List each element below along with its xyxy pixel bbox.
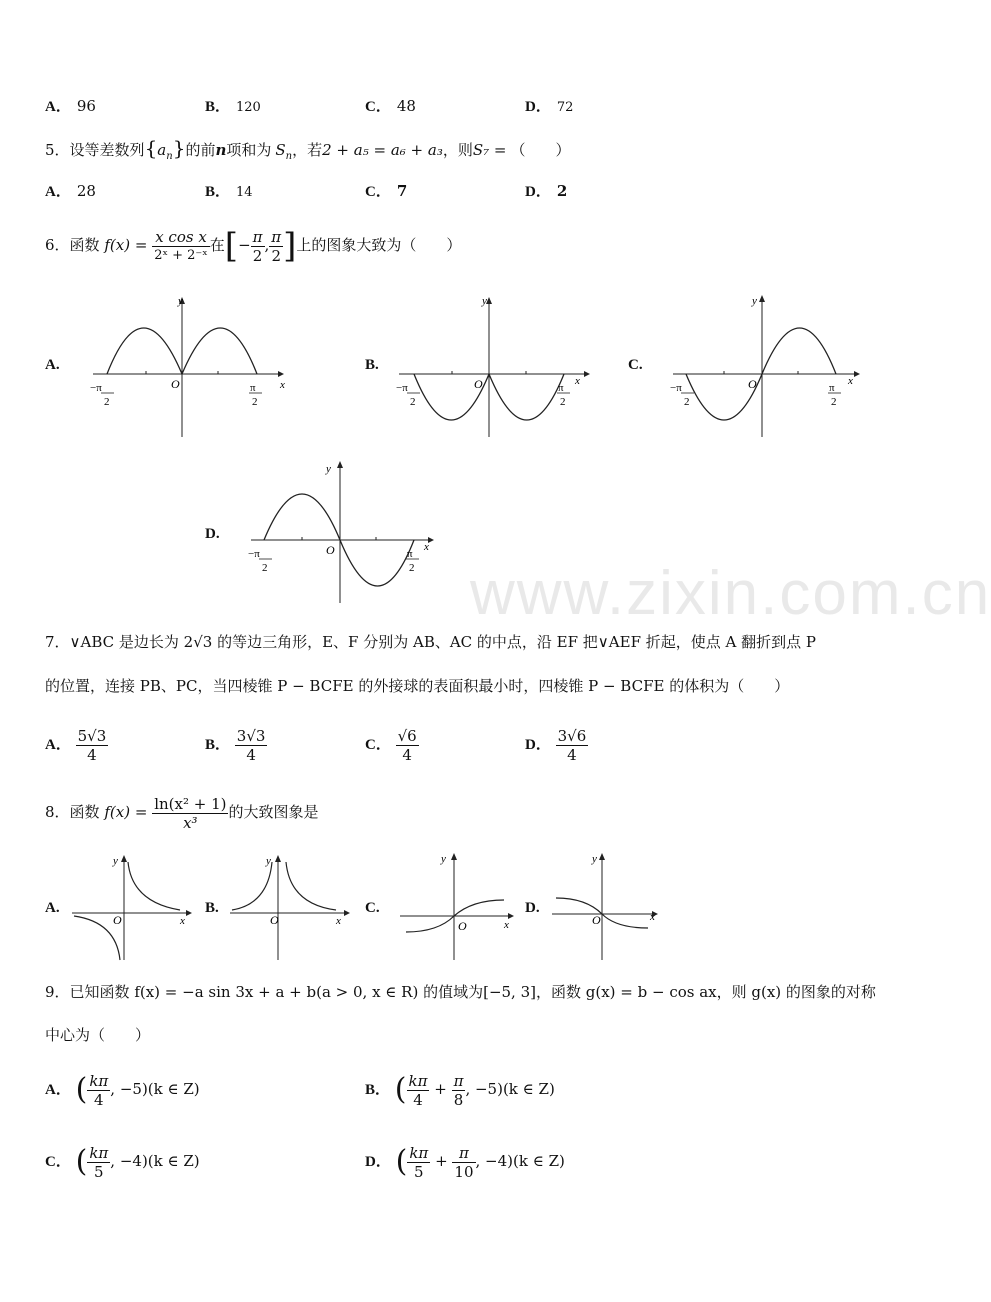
neg-pi-label: −π xyxy=(90,382,102,394)
neg-pi-label: −π xyxy=(670,382,682,394)
option-label: B． xyxy=(205,184,231,200)
question-9-line-2: 中心为（ ） xyxy=(45,1026,151,1044)
question-8-stem xyxy=(45,788,319,836)
stem-text: ，则 xyxy=(442,141,473,159)
x-label: x xyxy=(336,915,341,927)
x-label: x xyxy=(848,375,853,387)
q9-option-d: D． ( $\frac{k\pi}{5}$ + $\frac{\pi}{10}$ , −4)(k ∈ Z) xyxy=(365,1143,565,1181)
tick-den: 2 xyxy=(560,396,566,408)
fraction-numerator: ln(x² + 1) xyxy=(154,794,227,813)
q8-graph-d xyxy=(550,848,665,963)
fraction-numerator: kπ xyxy=(89,1143,109,1162)
q5-option-c xyxy=(365,181,407,202)
tick-den: 2 xyxy=(262,562,268,574)
fraction-denominator: 10 xyxy=(454,1162,474,1181)
option-tail: , −4)(k ∈ Z) xyxy=(475,1152,565,1170)
q7-option-d xyxy=(525,722,588,766)
fraction-numerator: kπ xyxy=(409,1143,429,1162)
q6-graph-b xyxy=(394,292,594,442)
origin-label: O xyxy=(171,377,180,391)
curve-right xyxy=(286,862,336,910)
tick-den: 2 xyxy=(410,396,416,408)
x-label: x xyxy=(424,541,429,553)
pos-pi-label: π xyxy=(407,548,413,560)
option-fraction-2 xyxy=(452,1144,475,1181)
y-label: y xyxy=(752,295,757,307)
curve-left xyxy=(232,862,272,910)
option-label: C． xyxy=(45,1154,71,1170)
answer-paren: （ ） xyxy=(510,141,571,159)
fraction-numerator: kπ xyxy=(89,1071,109,1090)
stem-text: 的前 xyxy=(185,141,216,159)
origin-label: O xyxy=(592,913,601,927)
q8-option-b-label: B. xyxy=(205,900,219,916)
question-9-line-1 xyxy=(45,982,876,1002)
fraction-numerator: x cos x xyxy=(152,228,210,247)
option-label: D． xyxy=(365,1154,391,1170)
stem-text: 在 xyxy=(209,236,225,254)
fraction-denominator: x³ xyxy=(183,813,198,832)
x-label: x xyxy=(575,375,580,387)
sum-symbol: S xyxy=(275,141,286,159)
option-label: C． xyxy=(365,99,391,115)
interval-minus: − xyxy=(238,236,251,254)
option-label: C． xyxy=(365,737,391,753)
pos-pi-label: π xyxy=(558,382,564,394)
y-label: y xyxy=(482,295,487,307)
q4-option-c xyxy=(365,96,416,117)
q6-option-b-label: B. xyxy=(365,357,379,373)
question-number: 7． xyxy=(45,633,70,651)
origin-label: O xyxy=(458,919,467,933)
option-value: 120 xyxy=(236,100,261,115)
stem-text: 的大致图象是 xyxy=(228,803,319,821)
q9-option-a: A． ( $\frac{k\pi}{4}$ , −5)(k ∈ Z) xyxy=(45,1071,200,1109)
q4-option-a xyxy=(45,96,96,117)
stem-text: 函数 xyxy=(69,803,100,821)
fraction-denominator: 5 xyxy=(414,1162,424,1181)
fraction-denominator: 4 xyxy=(567,745,577,764)
origin-label: O xyxy=(326,543,335,557)
option-fraction-2 xyxy=(452,1072,466,1109)
y-label: y xyxy=(178,295,183,307)
question-number: 5． xyxy=(45,141,70,159)
y-label: y xyxy=(326,463,331,475)
fraction-denominator: 2ˣ + 2⁻ˣ xyxy=(154,247,208,263)
pos-pi-label: π xyxy=(829,382,835,394)
option-value: 7 xyxy=(396,182,408,200)
stem-text: 已知函数 f(x) = −a sin 3x + a + b(a > 0, x ∈ R) 的值域为[−5, 3]，函数 g(x) = b − cos ax，则 g(x) 的图象的对称 xyxy=(69,983,876,1001)
interval-left-fraction xyxy=(251,228,265,265)
origin-label: O xyxy=(748,377,757,391)
q5-option-b xyxy=(205,181,253,203)
function-name: f(x) = xyxy=(104,803,148,821)
fraction-numerator: 3√6 xyxy=(557,726,587,745)
option-label: A． xyxy=(45,99,71,115)
option-label: A． xyxy=(45,1082,71,1098)
tick-den: 2 xyxy=(831,396,837,408)
y-label: y xyxy=(592,853,597,865)
stem-text: 函数 xyxy=(69,236,100,254)
option-value: 14 xyxy=(236,185,253,200)
tick-den: 2 xyxy=(684,396,690,408)
fraction-denominator: 4 xyxy=(413,1090,423,1109)
question-5-stem: 5．设等差数列$\{a_n\}$的前n项和为 $S_n$，若2 + a₅ = a₆ + a₃，则S₇ = （ ） xyxy=(45,136,571,162)
sum-subscript: n xyxy=(285,151,293,162)
x-label: x xyxy=(650,911,655,923)
option-label: B． xyxy=(205,737,231,753)
stem-text: 设等差数列 xyxy=(69,141,145,159)
q5-option-a xyxy=(45,181,96,202)
fraction-denominator: 4 xyxy=(246,745,256,764)
stem-text: 上的图象大致为（ ） xyxy=(296,236,462,254)
option-label: B． xyxy=(205,99,231,115)
fraction-numerator: π xyxy=(452,1144,475,1163)
sequence-symbol: a xyxy=(157,141,167,159)
option-fraction xyxy=(76,727,109,764)
fraction-denominator: 5 xyxy=(94,1162,104,1181)
neg-pi-label: −π xyxy=(248,548,260,560)
watermark: www.zixin.com.cn xyxy=(470,559,991,628)
function-name: f(x) = xyxy=(104,236,148,254)
question-number: 8． xyxy=(45,803,70,821)
fraction-numerator: √6 xyxy=(397,726,417,745)
question-6-stem: 6．函数 f(x) = $\frac{\text{x cos x}}{\text{2ˣ + 2⁻ˣ}}$ 在[− $\frac{\pi}{2}$ , $\frac{\pi}{2}$ ]上的图象大致为（ ） xyxy=(45,226,462,266)
option-label: D． xyxy=(525,99,551,115)
q7-option-b xyxy=(205,722,267,766)
n-symbol: n xyxy=(215,141,227,159)
option-value: 28 xyxy=(76,182,96,200)
q6-option-c-label: C. xyxy=(628,357,643,373)
tick-den: 2 xyxy=(252,396,258,408)
option-value: 2 xyxy=(556,182,568,200)
fraction-denominator: 2 xyxy=(271,246,281,265)
q9-option-c: C． ( $\frac{k\pi}{5}$ , −4)(k ∈ Z) xyxy=(45,1143,200,1181)
q8-option-d-label: D. xyxy=(525,900,540,916)
stem-text: ，若 xyxy=(292,141,323,159)
q8-option-a-label: A. xyxy=(45,900,60,916)
fraction-numerator: π xyxy=(453,1071,464,1090)
q7-option-c xyxy=(365,722,419,766)
function-fraction xyxy=(152,228,210,265)
q9-option-b: B． ( $\frac{k\pi}{4}$ + $\frac{\pi}{8}$ , −5)(k ∈ Z) xyxy=(365,1071,555,1109)
neg-pi-label: −π xyxy=(396,382,408,394)
q6-option-d-label: D. xyxy=(205,526,220,542)
origin-label: O xyxy=(270,913,279,927)
fraction-numerator: 5√3 xyxy=(77,726,107,745)
x-label: x xyxy=(180,915,185,927)
q5-option-d xyxy=(525,181,567,202)
q4-option-b xyxy=(205,96,261,118)
q6-graph-c xyxy=(668,292,868,442)
fraction-denominator: 8 xyxy=(453,1090,464,1109)
option-label: B． xyxy=(365,1082,391,1098)
option-fraction xyxy=(407,1072,430,1109)
option-value: 72 xyxy=(556,100,574,115)
option-label: D． xyxy=(525,184,551,200)
fraction-denominator: 4 xyxy=(94,1090,104,1109)
question-number: 9． xyxy=(45,983,70,1001)
option-label: C． xyxy=(365,184,391,200)
pi-symbol: π xyxy=(271,227,282,246)
pos-pi-label: π xyxy=(250,382,256,394)
q8-graph-b xyxy=(228,852,353,962)
q4-option-d xyxy=(525,96,573,118)
question-7-line-1 xyxy=(45,632,816,652)
function-fraction xyxy=(152,795,228,832)
curve-right xyxy=(128,862,180,910)
q6-graph-a xyxy=(88,292,288,442)
q8-graph-a xyxy=(70,852,195,962)
question-number: 6． xyxy=(45,236,70,254)
x-label: x xyxy=(280,379,285,391)
interval-right-fraction xyxy=(269,228,283,265)
option-value: 96 xyxy=(76,97,96,115)
y-label: y xyxy=(266,855,271,867)
q7-option-a xyxy=(45,722,108,766)
option-fraction xyxy=(407,1144,430,1181)
option-tail: , −4)(k ∈ Z) xyxy=(110,1152,200,1170)
pi-symbol: π xyxy=(252,227,263,246)
q6-option-a-label: A. xyxy=(45,357,60,373)
fraction-denominator: 4 xyxy=(402,745,412,764)
y-label: y xyxy=(113,855,118,867)
origin-label: O xyxy=(474,377,483,391)
q8-graph-c xyxy=(398,848,523,963)
q8-option-c-label: C. xyxy=(365,900,380,916)
stem-text: 项和为 xyxy=(226,141,272,159)
option-value: 48 xyxy=(396,97,416,115)
tick-den: 2 xyxy=(409,562,415,574)
tick-den: 2 xyxy=(104,396,110,408)
option-label: A． xyxy=(45,737,71,753)
equation: 2 + a₅ = a₆ + a₃ xyxy=(322,141,443,159)
question-7-line-2: 的位置，连接 PB、PC，当四棱锥 P − BCFE 的外接球的表面积最小时，四棱锥 P − BCFE 的体积为（ ） xyxy=(45,677,790,695)
x-label: x xyxy=(504,919,509,931)
fraction-denominator: 4 xyxy=(87,745,97,764)
fraction-denominator: 2 xyxy=(252,246,263,265)
option-label: A． xyxy=(45,184,71,200)
q6-graph-d xyxy=(246,458,446,608)
option-label: D． xyxy=(525,737,551,753)
y-label: y xyxy=(441,853,446,865)
option-tail: , −5)(k ∈ Z) xyxy=(110,1080,200,1098)
option-fraction xyxy=(87,1072,110,1109)
stem-text: ∨ABC 是边长为 2√3 的等边三角形，E、F 分别为 AB、AC 的中点，沿 EF 把∨AEF 折起，使点 A 翻折到点 P xyxy=(69,633,816,651)
sequence-subscript: n xyxy=(166,151,173,162)
option-tail: , −5)(k ∈ Z) xyxy=(465,1080,555,1098)
option-fraction xyxy=(235,727,268,764)
fraction-numerator: kπ xyxy=(408,1071,428,1090)
option-fraction xyxy=(396,727,419,764)
origin-label: O xyxy=(113,913,122,927)
fraction-numerator: 3√3 xyxy=(236,726,266,745)
target-expression: S₇ = xyxy=(472,141,507,159)
option-fraction xyxy=(87,1144,110,1181)
option-fraction xyxy=(556,727,589,764)
